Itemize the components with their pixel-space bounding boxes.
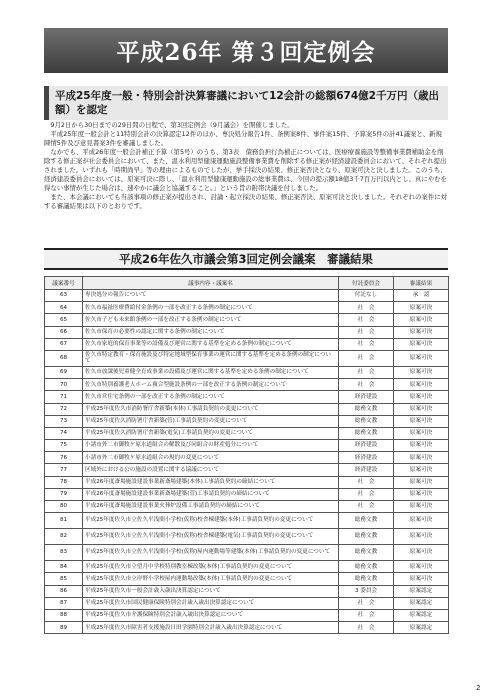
table-row [45, 314, 449, 326]
page-banner [44, 28, 448, 73]
bill-number: 81 [45, 513, 83, 529]
table-row [45, 545, 449, 561]
bill-title: 平成26年度斎場施設建設事業火葬炉設備工事請負契約の締結について [83, 501, 339, 513]
table-row [45, 573, 449, 585]
table-row [45, 529, 449, 545]
bill-number: 78 [45, 476, 83, 488]
table-row [45, 609, 449, 621]
bill-number: 70 [45, 379, 83, 391]
committee-name: 社 会 [339, 379, 394, 391]
result-status: 原案可決 [394, 452, 449, 464]
bill-title: 佐久市保育の必要性の認定に関する条例の制定について [83, 326, 339, 338]
committee-name: 総務文教 [339, 545, 394, 561]
committee-name: 総務文教 [339, 513, 394, 529]
result-status: 原案可決 [394, 561, 449, 573]
bill-title: 佐久市放課後児童健全育成事業の設備及び運営に関する基準を定める条例の制定について [83, 366, 339, 378]
committee-name: 付託なし [339, 290, 394, 302]
committee-name: 社 会 [339, 597, 394, 609]
table-row [45, 513, 449, 529]
table-row [45, 464, 449, 476]
banner-title: 平成26年 第３回定例会 [116, 39, 376, 66]
intro-paragraph: 平成25年度一般会計と11特別会計の決算認定12件のほか、専決処分報告1件、条例案8件、事件案15件、予算案5件の計41議案と、新規陳情5件及び意見書案3件を審議しました。 [44, 130, 442, 147]
table-row [45, 366, 449, 378]
bill-number: 79 [45, 488, 83, 500]
committee-name: 社 会 [339, 501, 394, 513]
committee-name: 総務文教 [339, 427, 394, 439]
result-status: 原案可決 [394, 314, 449, 326]
bill-number: 88 [45, 609, 83, 621]
committee-name: 社 会 [339, 338, 394, 350]
bill-title: 専決処分の報告について [83, 290, 339, 302]
result-status: 承 認 [394, 290, 449, 302]
bill-number: 71 [45, 391, 83, 403]
result-status: 原案可決 [394, 501, 449, 513]
bill-number: 63 [45, 290, 83, 302]
bill-title: 佐久市福祉医療費給付金条例の一部を改正する条例の制定について [83, 302, 339, 314]
bill-number: 68 [45, 350, 83, 366]
committee-name: 社 会 [339, 302, 394, 314]
bill-title: 平成26年度斎場施設建設事業新斎場建築(管)工事請負契約の締結について [83, 488, 339, 500]
section-heading: 平成25年度一般・特別会計決算審議において12会計の総額674億2千万円（歳出額）を認定 [44, 86, 448, 120]
committee-name: 総務文教 [339, 529, 394, 545]
bill-title: 平成25年度佐久市障害者支援施設日田学園特別会計歳入歳出決算認定について [83, 622, 339, 634]
column-header-result: 審議結果 [394, 277, 449, 290]
result-status: 原案可決 [394, 326, 449, 338]
result-status: 原案認定 [394, 585, 449, 597]
result-status: 原案可決 [394, 366, 449, 378]
table-row [45, 326, 449, 338]
bill-title: 平成25年度佐久消防署庁舎新築(電気)工事請負契約の変更について [83, 427, 339, 439]
committee-name: 3 委員会 [339, 585, 394, 597]
committee-name: 社 会 [339, 366, 394, 378]
bill-number: 75 [45, 440, 83, 452]
committee-name: 社 会 [339, 609, 394, 621]
bill-title: 平成25年度佐久市立佐久平浅間小学校(仮称)屋内運動場等建築(本体)工事請負契約の変更について [83, 545, 339, 561]
table-header-row [45, 277, 449, 290]
committee-name: 経済建設 [339, 391, 394, 403]
bill-title: 佐久市家庭的保育事業等の設備及び運営に関する基準を定める条例の制定について [83, 338, 339, 350]
committee-name: 社 会 [339, 476, 394, 488]
bill-title: 平成26年度斎場施設建設事業新斎場建築(本体)工事請負契約の締結について [83, 476, 339, 488]
table-row [45, 391, 449, 403]
table-row [45, 338, 449, 350]
bill-title: 佐久市子ども未来館条例の一部を改正する条例の制定について [83, 314, 339, 326]
bill-number: 89 [45, 622, 83, 634]
table-row [45, 440, 449, 452]
bill-title: 平成25年度佐久市立望月中学校特別教室棟改築(本体)工事請負契約の変更について [83, 561, 339, 573]
committee-name: 社 会 [339, 314, 394, 326]
table-row [45, 379, 449, 391]
result-status: 原案可決 [394, 513, 449, 529]
intro-paragraph: また、本会議においても当該事項の修正案が提出され、討論・起立採決の結果、修正案否決、原案可決と決しました。それぞれの案件に対する審議結果は以下のとおりです。 [44, 193, 447, 210]
result-status: 原案可決 [394, 415, 449, 427]
table-row [45, 302, 449, 314]
result-status: 原案可決 [394, 379, 449, 391]
result-status: 原案認定 [394, 622, 449, 634]
bill-number: 76 [45, 452, 83, 464]
table-row [45, 597, 449, 609]
bill-title: 小諸市外二市御牧ケ原水道組合の解散及び同組合の財産処分について [83, 440, 339, 452]
table-row [45, 415, 449, 427]
committee-name: 経済建設 [339, 440, 394, 452]
result-status: 原案可決 [394, 403, 449, 415]
result-status: 原案可決 [394, 464, 449, 476]
bill-title: 区域外における公の施設の設置に関する協議について [83, 464, 339, 476]
result-status: 原案可決 [394, 476, 449, 488]
result-status: 原案可決 [394, 302, 449, 314]
column-header-title: 議事内容・議案名 [83, 277, 339, 290]
bill-number: 84 [45, 561, 83, 573]
committee-name: 社 会 [339, 622, 394, 634]
column-header-committee: 付託委員会 [339, 277, 394, 290]
table-row [45, 427, 449, 439]
result-status: 原案可決 [394, 350, 449, 366]
committee-name: 総務文教 [339, 573, 394, 585]
bill-number: 73 [45, 415, 83, 427]
page-number: 2 [476, 684, 481, 692]
bill-title: 平成25年度佐久市立佐久平浅間小学校(仮称)校舎棟建築(本体)工事請負契約の変更について [83, 513, 339, 529]
result-status: 原案認定 [394, 597, 449, 609]
bill-title: 佐久市営住宅条例の一部を改正する条例の制定について [83, 391, 339, 403]
bill-number: 83 [45, 545, 83, 561]
committee-name: 経済建設 [339, 464, 394, 476]
committee-name: 総務文教 [339, 561, 394, 573]
table-row [45, 403, 449, 415]
bill-number: 64 [45, 302, 83, 314]
result-status: 原案可決 [394, 427, 449, 439]
table-row [45, 290, 449, 302]
table-row [45, 585, 449, 597]
results-table [44, 276, 449, 634]
table-row [45, 476, 449, 488]
result-status: 原案可決 [394, 529, 449, 545]
table-row [45, 488, 449, 500]
column-header-number: 議案番号 [45, 277, 83, 290]
intro-text [44, 121, 448, 211]
table-row [45, 452, 449, 464]
table-row [45, 501, 449, 513]
result-status: 原案可決 [394, 338, 449, 350]
bill-title: 佐久市特別養護老人ホーム複合型施設条例の一部を改正する条例の制定について [83, 379, 339, 391]
table-body [45, 290, 449, 634]
bill-number: 66 [45, 326, 83, 338]
result-status: 原案可決 [394, 440, 449, 452]
bill-title: 平成25年度佐久市介護保険特別会計歳入歳出決算認定について [83, 609, 339, 621]
result-status: 原案可決 [394, 391, 449, 403]
committee-name: 総務文教 [339, 403, 394, 415]
bill-number: 80 [45, 501, 83, 513]
bill-number: 69 [45, 366, 83, 378]
bill-title: 平成25年度佐久市立岸野小学校屋内運動場改築(本体)工事請負契約の変更について [83, 573, 339, 585]
committee-name: 社 会 [339, 350, 394, 366]
result-status: 原案認定 [394, 609, 449, 621]
bill-number: 67 [45, 338, 83, 350]
bill-title: 平成25年度佐久市一般会計歳入歳出決算認定について [83, 585, 339, 597]
bill-title: 平成25年度佐久市消防署庁舎新築(本体)工事請負契約の変更について [83, 403, 339, 415]
table-row [45, 561, 449, 573]
bill-number: 87 [45, 597, 83, 609]
bill-number: 85 [45, 573, 83, 585]
table-row [45, 350, 449, 366]
committee-name: 社 会 [339, 326, 394, 338]
bill-title: 佐久市特定教育・保育施設及び特定地域型保育事業の運営に関する基準を定める条例の制定について [83, 350, 339, 366]
result-status: 原案可決 [394, 488, 449, 500]
table-title: 平成26年佐久市議会第3回定例会議案 審議結果 [44, 248, 448, 270]
result-status: 原案可決 [394, 573, 449, 585]
committee-name: 社 会 [339, 488, 394, 500]
bill-number: 77 [45, 464, 83, 476]
intro-paragraph: 9月2日から30日までの29日間の日程で、第3回定例会（9月議会）を開催しました。 [50, 121, 294, 129]
bill-title: 平成25年度佐久市国民健康保険特別会計歳入歳出決算認定について [83, 597, 339, 609]
bill-number: 82 [45, 529, 83, 545]
committee-name: 経済建設 [339, 452, 394, 464]
committee-name: 総務文教 [339, 415, 394, 427]
bill-title: 平成25年度佐久消防署庁舎新築(管)工事請負契約の変更について [83, 415, 339, 427]
bill-number: 65 [45, 314, 83, 326]
bill-title: 小諸市外二市御牧ケ原水道組合の規約の変更について [83, 452, 339, 464]
result-status: 原案可決 [394, 545, 449, 561]
bill-number: 72 [45, 403, 83, 415]
bill-title: 平成25年度佐久市立佐久平浅間小学校(仮称)校舎棟建築(電気)工事請負契約の変更について [83, 529, 339, 545]
intro-paragraph: なかでも、平成26年度一般会計補正予算（第5号）のうち、第3表 債務負担行為補正については、医療療養施設等整備事業費補助金を削除する修正案が社会委員会において、また、温水利用型健康運動施設整備事業費を削除する修正案が経済建設委員会において、それぞれ提出されました。いずれも「時期尚早」等の理由によるものでしたが、挙手採決の結果、修正案否決となり、原案可決と決しました。このうち、経済建設委員会においては、原案可決に際し、「温水利用型健康運動施設の総事業費は、今回の提示額18億3千7百万円以内とし、真にやむを得ない事情が生じた場合は、速やかに議会と協議すること。」という旨の附帯決議を付しました。 [44, 148, 447, 192]
bill-number: 86 [45, 585, 83, 597]
bill-number: 74 [45, 427, 83, 439]
table-row [45, 622, 449, 634]
